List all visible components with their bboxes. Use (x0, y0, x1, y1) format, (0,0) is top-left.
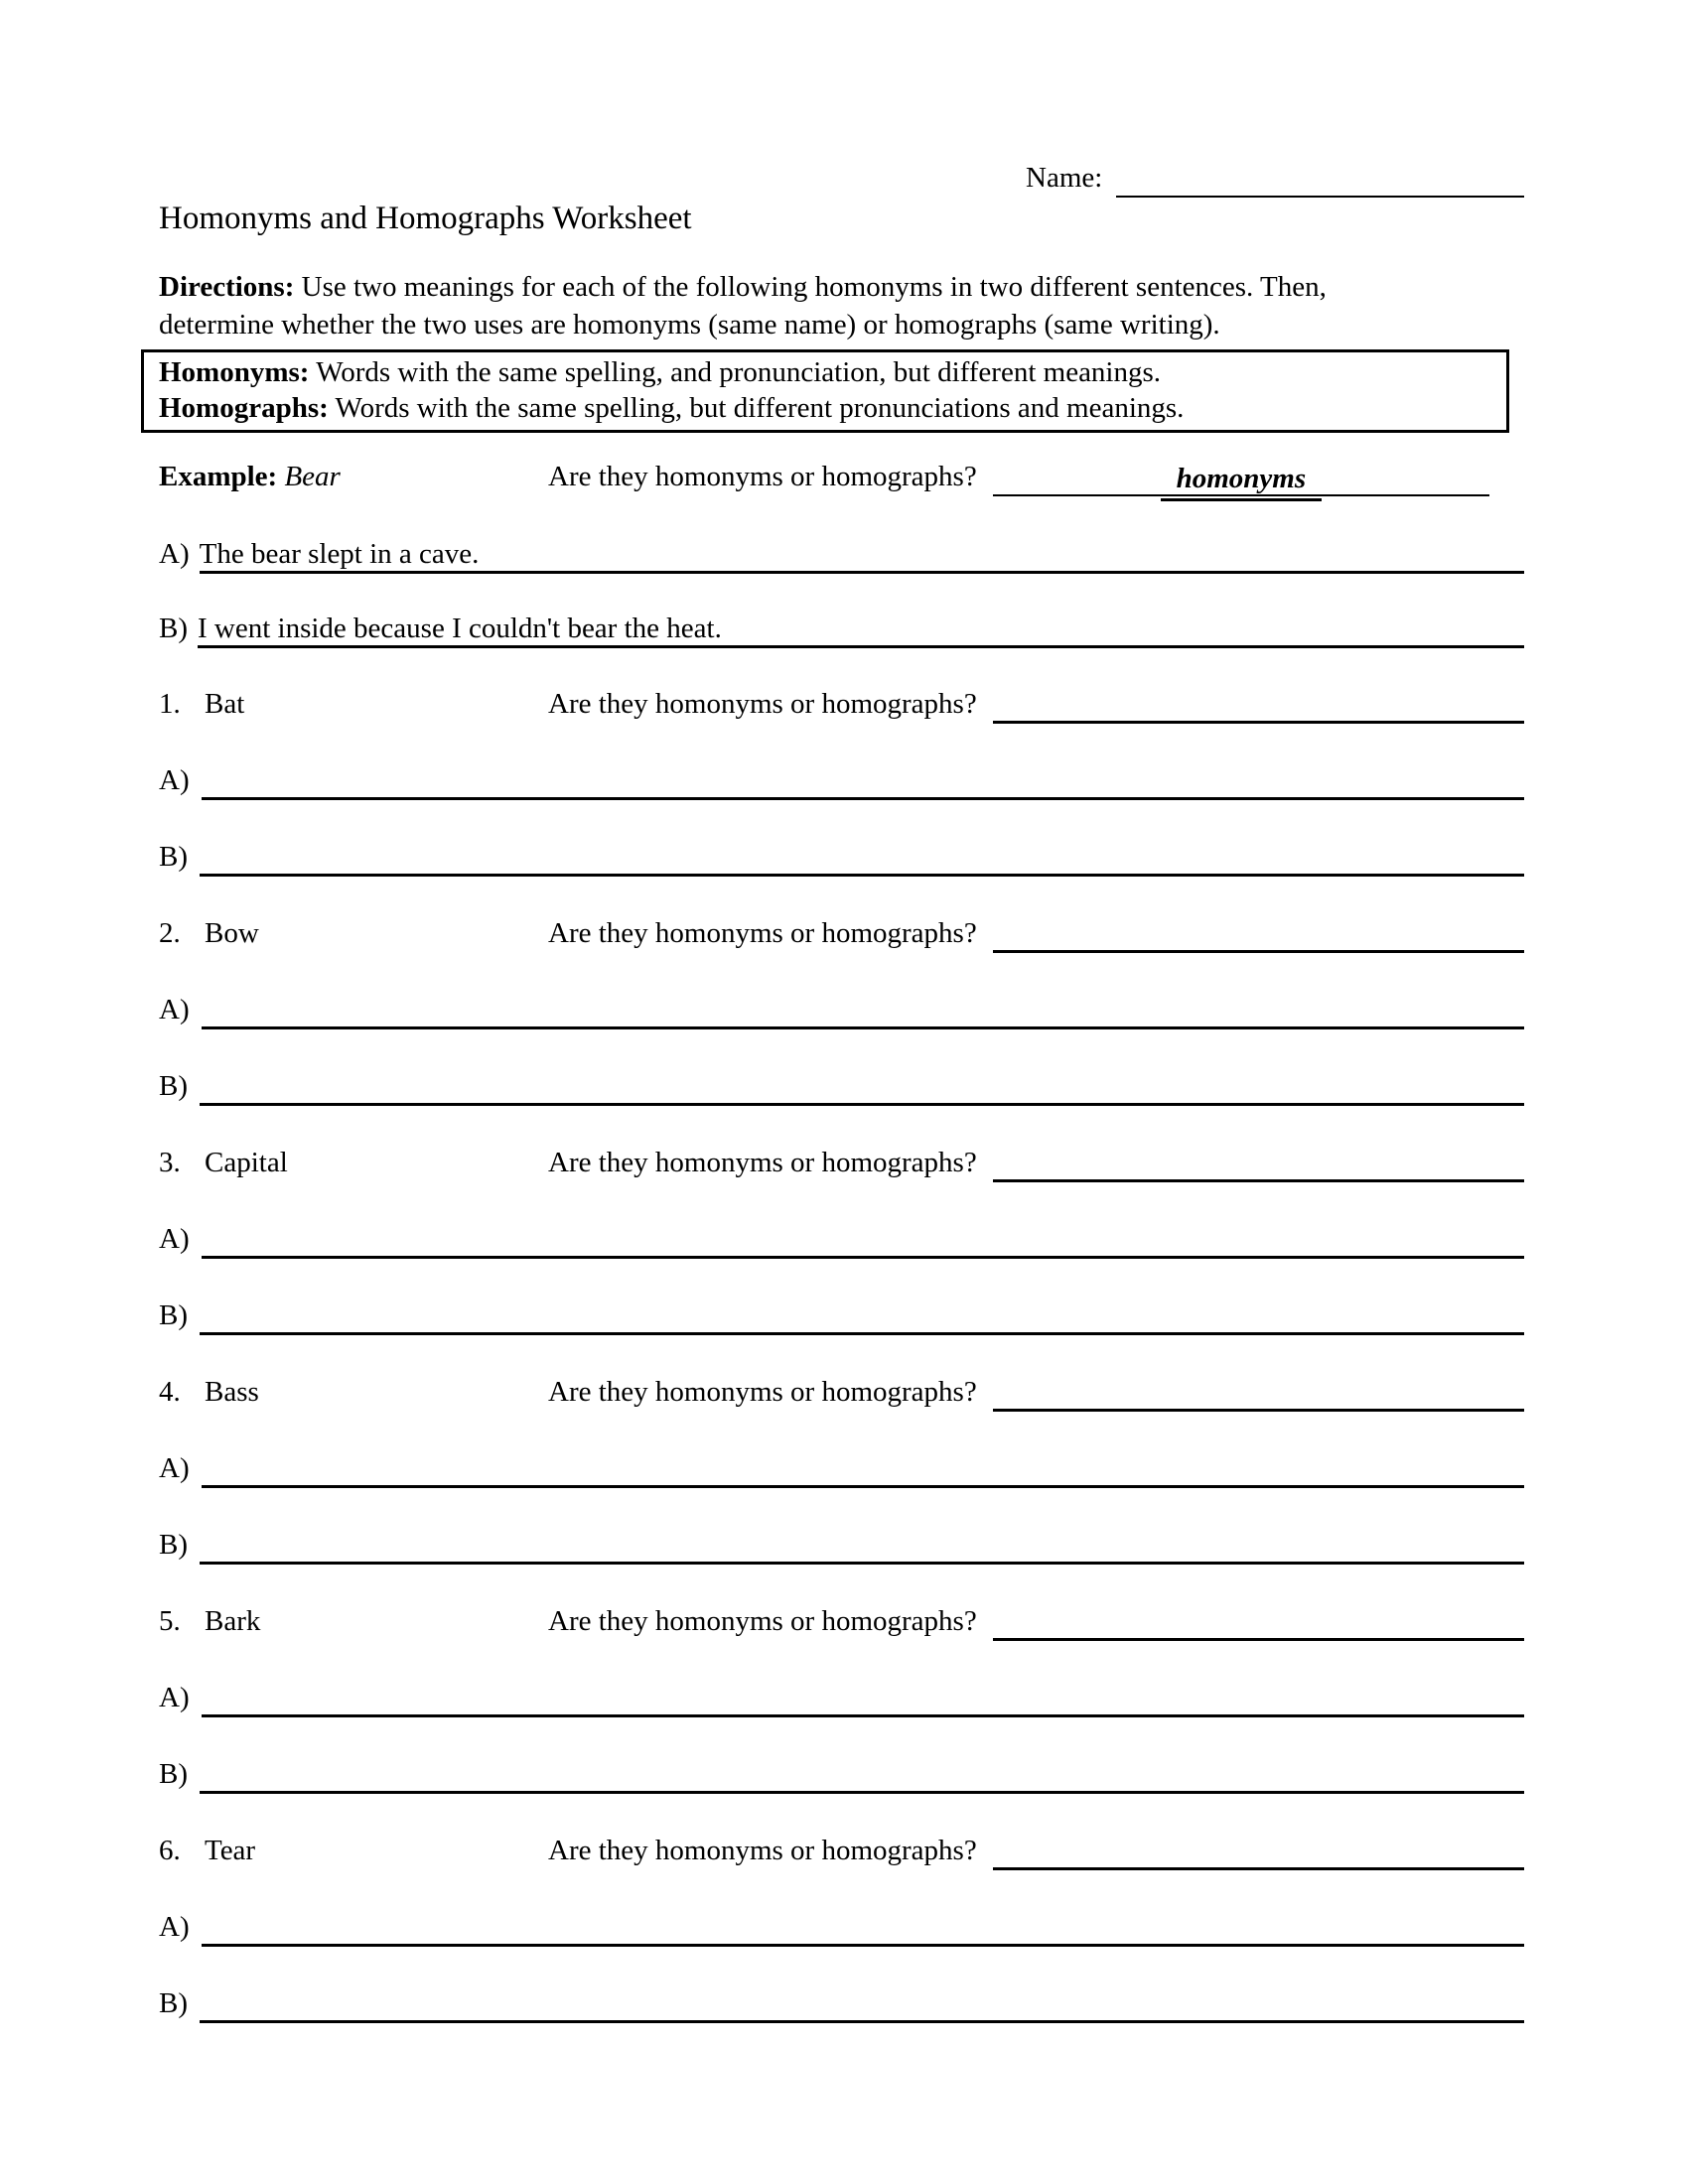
item-1-a-blank-line (202, 763, 1524, 800)
item-5-number: 5. (159, 1605, 181, 1637)
name-blank-line (1116, 162, 1524, 198)
homographs-definition-line (159, 390, 1496, 426)
item-4-a-blank-line (202, 1451, 1524, 1488)
item-2-sentence-b-row (159, 1069, 1524, 1106)
homographs-definition: Words with the same spelling, but different pronunciations and meanings. (335, 392, 1185, 424)
item-6-question-row (159, 1834, 1524, 1870)
item-3-a-blank-line (202, 1222, 1524, 1259)
directions (159, 268, 1529, 343)
item-6-b-blank-line (200, 1986, 1524, 2023)
item-1-a-label: A) (159, 764, 190, 796)
item-5-sentence-a-row (159, 1681, 1524, 1717)
item-3-word-group (159, 1146, 548, 1182)
item-2-b-label: B) (159, 1070, 188, 1102)
item-1-question-prompt: Are they homonyms or homographs? (548, 688, 977, 720)
item-4-number: 4. (159, 1376, 181, 1408)
item-3-a-label: A) (159, 1223, 190, 1255)
item-3-question-row (159, 1146, 1524, 1182)
item-6-number: 6. (159, 1835, 181, 1866)
item-3-b-blank-line (200, 1298, 1524, 1335)
item-4-b-blank-line (200, 1528, 1524, 1565)
homonyms-term: Homonyms: (159, 356, 310, 388)
item-3-word: Capital (205, 1147, 288, 1178)
item-2-word-group (159, 916, 548, 953)
item-3-question-prompt: Are they homonyms or homographs? (548, 1147, 977, 1178)
item-1-sentence-a-row (159, 763, 1524, 800)
item-3-number: 3. (159, 1147, 181, 1178)
directions-line2 (159, 306, 1529, 343)
item-1-question-row (159, 687, 1524, 724)
example-word-group (159, 460, 548, 496)
item-1-b-blank-line (200, 840, 1524, 877)
item-5-answer-blank-line (993, 1604, 1524, 1641)
item-2-a-label: A) (159, 994, 190, 1025)
item-2-number: 2. (159, 917, 181, 949)
item-3-b-label: B) (159, 1299, 188, 1331)
item-5-question-prompt: Are they homonyms or homographs? (548, 1605, 977, 1637)
item-6-word: Tear (205, 1835, 256, 1866)
item-4-a-label: A) (159, 1452, 190, 1484)
directions-label: Directions: (159, 271, 295, 303)
definitions-box (141, 349, 1509, 433)
example-sentence-a-row (159, 537, 1524, 574)
item-6-sentence-a-row (159, 1910, 1524, 1947)
example-sentence-b-row (159, 612, 1524, 648)
item-4-sentence-a-row (159, 1451, 1524, 1488)
directions-line1 (159, 268, 1529, 306)
page-title: Homonyms and Homographs Worksheet (159, 201, 692, 236)
example-a-sentence: The bear slept in a cave. (200, 537, 486, 574)
name-row (1026, 161, 1524, 198)
item-2-b-blank-line (200, 1069, 1524, 1106)
example-b-label: B) (159, 613, 188, 644)
item-5-word: Bark (205, 1605, 261, 1637)
item-2-answer-blank-line (993, 916, 1524, 953)
item-3-sentence-b-row (159, 1298, 1524, 1335)
item-5-a-label: A) (159, 1682, 190, 1713)
homonyms-definition-line (159, 354, 1496, 390)
item-4-word-group (159, 1375, 548, 1412)
item-6-question-prompt: Are they homonyms or homographs? (548, 1835, 977, 1866)
item-5-b-blank-line (200, 1757, 1524, 1794)
item-1-answer-blank-line (993, 687, 1524, 724)
item-5-question-row (159, 1604, 1524, 1641)
item-6-b-label: B) (159, 1987, 188, 2019)
item-4-b-label: B) (159, 1529, 188, 1561)
example-b-blank-line (728, 612, 1524, 648)
item-5-sentence-b-row (159, 1757, 1524, 1794)
example-question-prompt: Are they homonyms or homographs? (548, 461, 977, 492)
homonyms-definition: Words with the same spelling, and pronunciation, but different meanings. (316, 356, 1162, 388)
example-a-label: A) (159, 538, 190, 570)
item-2-a-blank-line (202, 993, 1524, 1029)
item-5-a-blank-line (202, 1681, 1524, 1717)
item-2-question-row (159, 916, 1524, 953)
item-3-sentence-a-row (159, 1222, 1524, 1259)
item-1-word: Bat (205, 688, 245, 720)
example-b-sentence: I went inside because I couldn't bear the heat. (198, 612, 728, 648)
example-label: Example: (159, 461, 278, 492)
example-a-blank-line (485, 537, 1524, 574)
item-5-b-label: B) (159, 1758, 188, 1790)
name-label: Name: (1026, 162, 1103, 194)
item-6-word-group (159, 1834, 548, 1870)
item-1-number: 1. (159, 688, 181, 720)
item-2-sentence-a-row (159, 993, 1524, 1029)
example-word: Bear (284, 461, 341, 492)
example-answer-blank-line (993, 459, 1489, 496)
item-4-answer-blank-line (993, 1375, 1524, 1412)
item-6-sentence-b-row (159, 1986, 1524, 2023)
item-6-a-blank-line (202, 1910, 1524, 1947)
item-5-word-group (159, 1604, 548, 1641)
item-4-sentence-b-row (159, 1528, 1524, 1565)
item-1-sentence-b-row (159, 840, 1524, 877)
item-3-answer-blank-line (993, 1146, 1524, 1182)
example-question-row (159, 459, 1489, 496)
item-6-answer-blank-line (993, 1834, 1524, 1870)
example-answer: homonyms (1161, 459, 1323, 501)
item-1-word-group (159, 687, 548, 724)
homographs-term: Homographs: (159, 392, 329, 424)
item-2-word: Bow (205, 917, 259, 949)
directions-text-line2: determine whether the two uses are homonyms (same name) or homographs (same writing). (159, 309, 1220, 341)
item-2-question-prompt: Are they homonyms or homographs? (548, 917, 977, 949)
item-4-word: Bass (205, 1376, 259, 1408)
item-1-b-label: B) (159, 841, 188, 873)
item-4-question-prompt: Are they homonyms or homographs? (548, 1376, 977, 1408)
item-6-a-label: A) (159, 1911, 190, 1943)
item-4-question-row (159, 1375, 1524, 1412)
directions-text-line1: Use two meanings for each of the following homonyms in two different sentences. Then, (301, 271, 1327, 303)
